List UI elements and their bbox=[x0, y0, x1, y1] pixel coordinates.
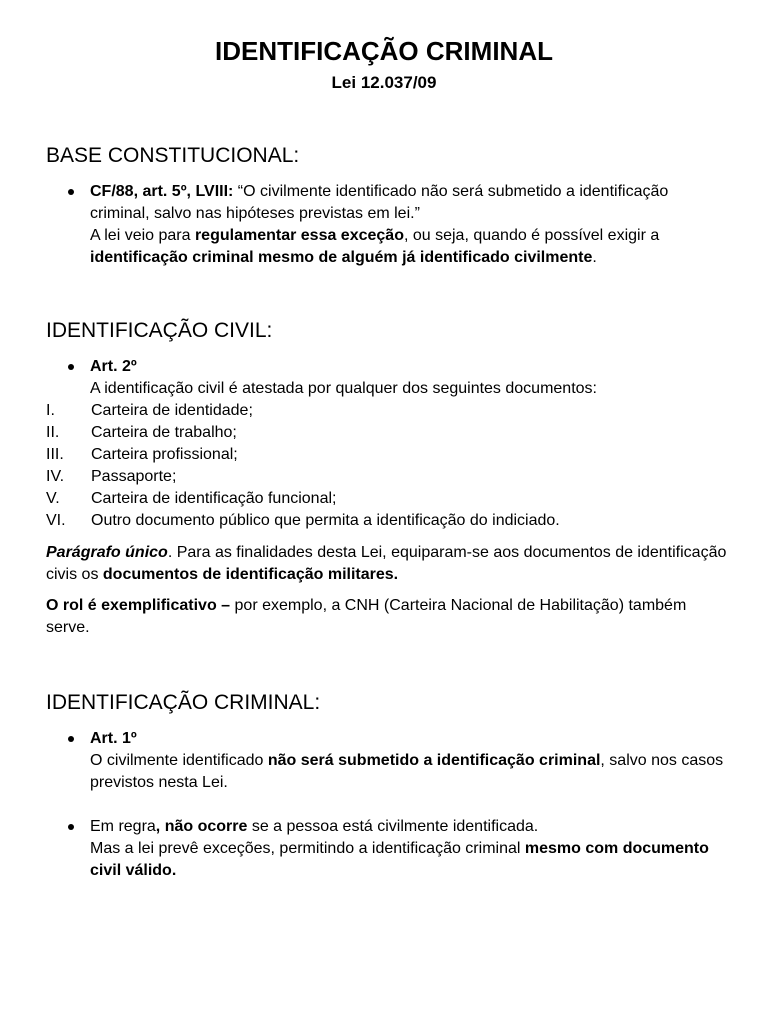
bullet-list bbox=[46, 181, 728, 269]
bullet-list bbox=[46, 356, 728, 532]
roman-item bbox=[46, 422, 728, 444]
bullet-text bbox=[90, 750, 728, 794]
bullet-text-continuation bbox=[90, 838, 728, 882]
bullet-text-continuation bbox=[90, 225, 728, 269]
section-base-constitucional bbox=[46, 142, 728, 269]
roman-number: I. bbox=[46, 402, 55, 419]
paragraph-label: Parágrafo único bbox=[46, 544, 168, 561]
text-span: , salvo nos casos previstos nesta Lei. bbox=[90, 752, 724, 791]
roman-text: Passaporte; bbox=[91, 468, 177, 485]
bullet-icon bbox=[68, 824, 74, 830]
quote-text: “O civilmente identificado não será submetido a identificação criminal, salvo nas hipóteses previstas em lei.” bbox=[90, 183, 669, 222]
list-item bbox=[46, 816, 728, 882]
bold-span: não será submetido a identificação criminal bbox=[267, 752, 601, 769]
article-intro: A identificação civil é atestada por qualquer dos seguintes documentos: bbox=[90, 380, 597, 397]
bold-span: O rol é exemplificativo – bbox=[46, 597, 231, 614]
roman-number: V. bbox=[46, 490, 60, 507]
legal-reference: CF/88, art. 5º, LVIII: bbox=[90, 183, 234, 200]
roman-number: IV. bbox=[46, 468, 65, 485]
roman-text: Carteira profissional; bbox=[91, 446, 238, 463]
bold-span: identificação criminal mesmo de alguém já identificado civilmente bbox=[90, 249, 593, 266]
bullet-list bbox=[46, 728, 728, 882]
roman-number: II. bbox=[46, 424, 60, 441]
bullet-text bbox=[90, 816, 728, 838]
roman-list bbox=[46, 400, 728, 532]
bullet-icon bbox=[68, 364, 74, 370]
bold-span: , não ocorre bbox=[155, 818, 248, 835]
text-span: por exemplo, a CNH (Carteira Nacional de Habilitação) também serve. bbox=[46, 597, 687, 636]
text-span: O civilmente identificado bbox=[90, 752, 268, 769]
doc-subtitle: Lei 12.037/09 bbox=[331, 73, 437, 92]
article-label: Art. 2º bbox=[90, 358, 137, 375]
roman-item bbox=[46, 488, 728, 510]
text-span: Em regra bbox=[90, 818, 156, 835]
text-span: . Para as finalidades desta Lei, equiparam-se aos documentos de identificação civis os bbox=[46, 544, 727, 583]
text-span: se a pessoa está civilmente identificada. bbox=[247, 818, 539, 835]
section-heading: BASE CONSTITUCIONAL: bbox=[46, 144, 300, 167]
paragrafo-unico bbox=[46, 542, 728, 586]
doc-title: IDENTIFICAÇÃO CRIMINAL bbox=[215, 36, 553, 66]
roman-text: Outro documento público que permita a identificação do indiciado. bbox=[91, 512, 560, 529]
roman-text: Carteira de identidade; bbox=[91, 402, 253, 419]
text-span: Mas a lei prevê exceções, permitindo a identificação criminal bbox=[90, 840, 525, 857]
roman-number: VI. bbox=[46, 512, 66, 529]
roman-item bbox=[46, 444, 728, 466]
bullet-icon bbox=[68, 736, 74, 742]
roman-text: Carteira de trabalho; bbox=[91, 424, 237, 441]
bullet-icon bbox=[68, 189, 74, 195]
roman-item bbox=[46, 510, 728, 532]
bold-span: mesmo com documento civil válido. bbox=[90, 840, 709, 879]
list-item bbox=[46, 181, 728, 269]
roman-number: III. bbox=[46, 446, 64, 463]
article-label: Art. 1º bbox=[90, 730, 137, 747]
section-heading: IDENTIFICAÇÃO CIVIL: bbox=[46, 319, 273, 342]
roman-text: Carteira de identificação funcional; bbox=[91, 490, 337, 507]
list-item bbox=[46, 356, 728, 532]
text-span: . bbox=[592, 249, 597, 266]
roman-item bbox=[46, 400, 728, 422]
section-heading: IDENTIFICAÇÃO CRIMINAL: bbox=[46, 691, 321, 714]
rol-note bbox=[46, 595, 728, 639]
text-span: , ou seja, quando é possível exigir a bbox=[403, 227, 660, 244]
section-identificacao-civil bbox=[46, 317, 728, 639]
bold-span: regulamentar essa exceção bbox=[194, 227, 404, 244]
bold-span: documentos de identificação militares. bbox=[102, 566, 399, 583]
text-span: A lei veio para bbox=[90, 227, 195, 244]
bullet-text bbox=[90, 181, 728, 225]
roman-item bbox=[46, 466, 728, 488]
section-identificacao-criminal bbox=[46, 689, 728, 882]
list-item bbox=[46, 728, 728, 794]
